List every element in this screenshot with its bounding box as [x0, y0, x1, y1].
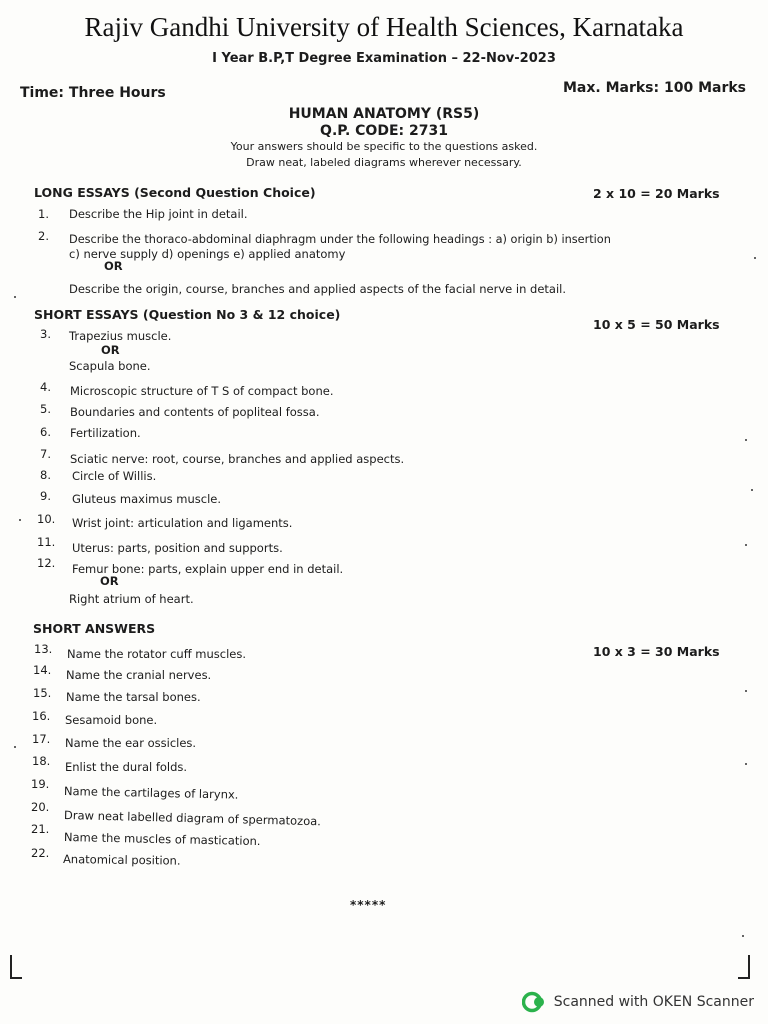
short-essays-marks: 10 x 5 = 50 Marks — [593, 317, 720, 332]
question-text: Circle of Willis. — [72, 469, 157, 483]
question-number: 8. — [40, 468, 51, 482]
instruction-line-1: Your answers should be specific to the questions asked. — [230, 140, 538, 153]
question-text: Trapezius muscle. — [69, 329, 172, 343]
question-text: Femur bone: parts, explain upper end in detail. — [72, 562, 344, 576]
subject-title: HUMAN ANATOMY (RS5) — [288, 106, 480, 122]
scan-speck — [745, 690, 747, 692]
question-number: 13. — [34, 642, 53, 656]
question-number: 12. — [37, 556, 56, 570]
short-essays-heading: SHORT ESSAYS (Question No 3 & 12 choice) — [34, 307, 341, 322]
question-number: 1. — [38, 207, 49, 221]
question-text: Sciatic nerve: root, course, branches and applied aspects. — [70, 452, 405, 466]
scan-speck — [14, 296, 16, 298]
question-number: 15. — [33, 686, 52, 700]
question-number: 9. — [40, 489, 51, 503]
scan-speck — [14, 746, 16, 748]
question-text: Describe the Hip joint in detail. — [69, 207, 248, 221]
question-alternative: Describe the origin, course, branches and applied aspects of the facial nerve in detail. — [69, 282, 567, 296]
question-number: 20. — [31, 800, 50, 814]
question-text: Sesamoid bone. — [65, 713, 158, 727]
question-number: 11. — [37, 535, 56, 549]
question-text: Boundaries and contents of popliteal fossa. — [70, 405, 320, 419]
question-number: 18. — [32, 754, 51, 768]
question-alternative: Right atrium of heart. — [69, 592, 194, 606]
question-text: Wrist joint: articulation and ligaments. — [72, 516, 293, 530]
question-text: Enlist the dural folds. — [65, 760, 188, 774]
scan-corner-mark-left — [10, 955, 22, 979]
question-text: Name the rotator cuff muscles. — [67, 647, 247, 661]
or-separator: OR — [101, 343, 120, 357]
or-separator: OR — [100, 574, 119, 588]
long-essays-heading: LONG ESSAYS (Second Question Choice) — [34, 185, 316, 200]
time-label: Time: Three Hours — [20, 85, 166, 101]
short-answers-heading: SHORT ANSWERS — [33, 621, 156, 636]
university-title: Rajiv Gandhi University of Health Sciences, Karnataka — [84, 12, 684, 42]
question-number: 4. — [40, 380, 51, 394]
question-number: 5. — [40, 402, 51, 416]
question-text: Name the cartilages of larynx. — [63, 784, 239, 802]
instruction-line-2: Draw neat, labeled diagrams wherever necessary. — [246, 156, 522, 169]
question-number: 19. — [31, 777, 50, 791]
scanner-watermark — [522, 990, 754, 1014]
question-text: Microscopic structure of T S of compact bone. — [70, 384, 334, 398]
exam-title: I Year B.P,T Degree Examination – 22-Nov-2023 — [212, 51, 556, 66]
question-number: 2. — [38, 229, 49, 243]
long-essays-marks: 2 x 10 = 20 Marks — [593, 186, 720, 201]
question-text: Name the cranial nerves. — [66, 668, 212, 682]
question-number: 6. — [40, 425, 51, 439]
question-text: Describe the thoraco-abdominal diaphragm under the following headings : a) origin b) insertion — [69, 233, 611, 246]
question-text: Fertilization. — [70, 426, 141, 440]
scanner-watermark-text: Scanned with OKEN Scanner — [553, 994, 754, 1010]
question-number: 3. — [40, 327, 51, 341]
question-number: 10. — [37, 512, 56, 526]
question-number: 7. — [40, 447, 51, 461]
scan-speck — [754, 257, 756, 259]
question-text: Draw neat labelled diagram of spermatozoa. — [63, 808, 322, 829]
question-alternative: Scapula bone. — [69, 359, 151, 373]
scan-speck — [745, 763, 747, 765]
max-marks-label: Max. Marks: 100 Marks — [562, 80, 746, 96]
question-text: Uterus: parts, position and supports. — [72, 541, 283, 555]
qp-code: Q.P. CODE: 2731 — [320, 123, 448, 139]
scan-speck — [751, 489, 753, 491]
question-text: Anatomical position. — [62, 852, 181, 868]
short-answers-marks: 10 x 3 = 30 Marks — [593, 644, 720, 659]
scan-speck — [19, 519, 21, 521]
question-text-continued: c) nerve supply d) openings e) applied anatomy — [69, 247, 346, 261]
question-number: 16. — [32, 709, 51, 723]
scan-speck — [745, 439, 747, 441]
question-text: Name the muscles of mastication. — [63, 830, 261, 849]
question-number: 14. — [33, 663, 52, 677]
question-number: 17. — [32, 732, 51, 746]
or-separator: OR — [104, 259, 123, 273]
scan-speck — [742, 935, 744, 937]
scan-corner-mark-right — [738, 955, 750, 979]
question-number: 22. — [31, 846, 50, 860]
question-text: Name the tarsal bones. — [66, 690, 201, 704]
oken-scanner-logo-icon — [522, 990, 546, 1014]
question-number: 21. — [31, 822, 50, 836]
end-of-paper-mark: ***** — [350, 898, 387, 912]
question-text: Gluteus maximus muscle. — [72, 492, 222, 506]
question-text: Name the ear ossicles. — [65, 736, 197, 750]
scan-speck — [745, 544, 747, 546]
